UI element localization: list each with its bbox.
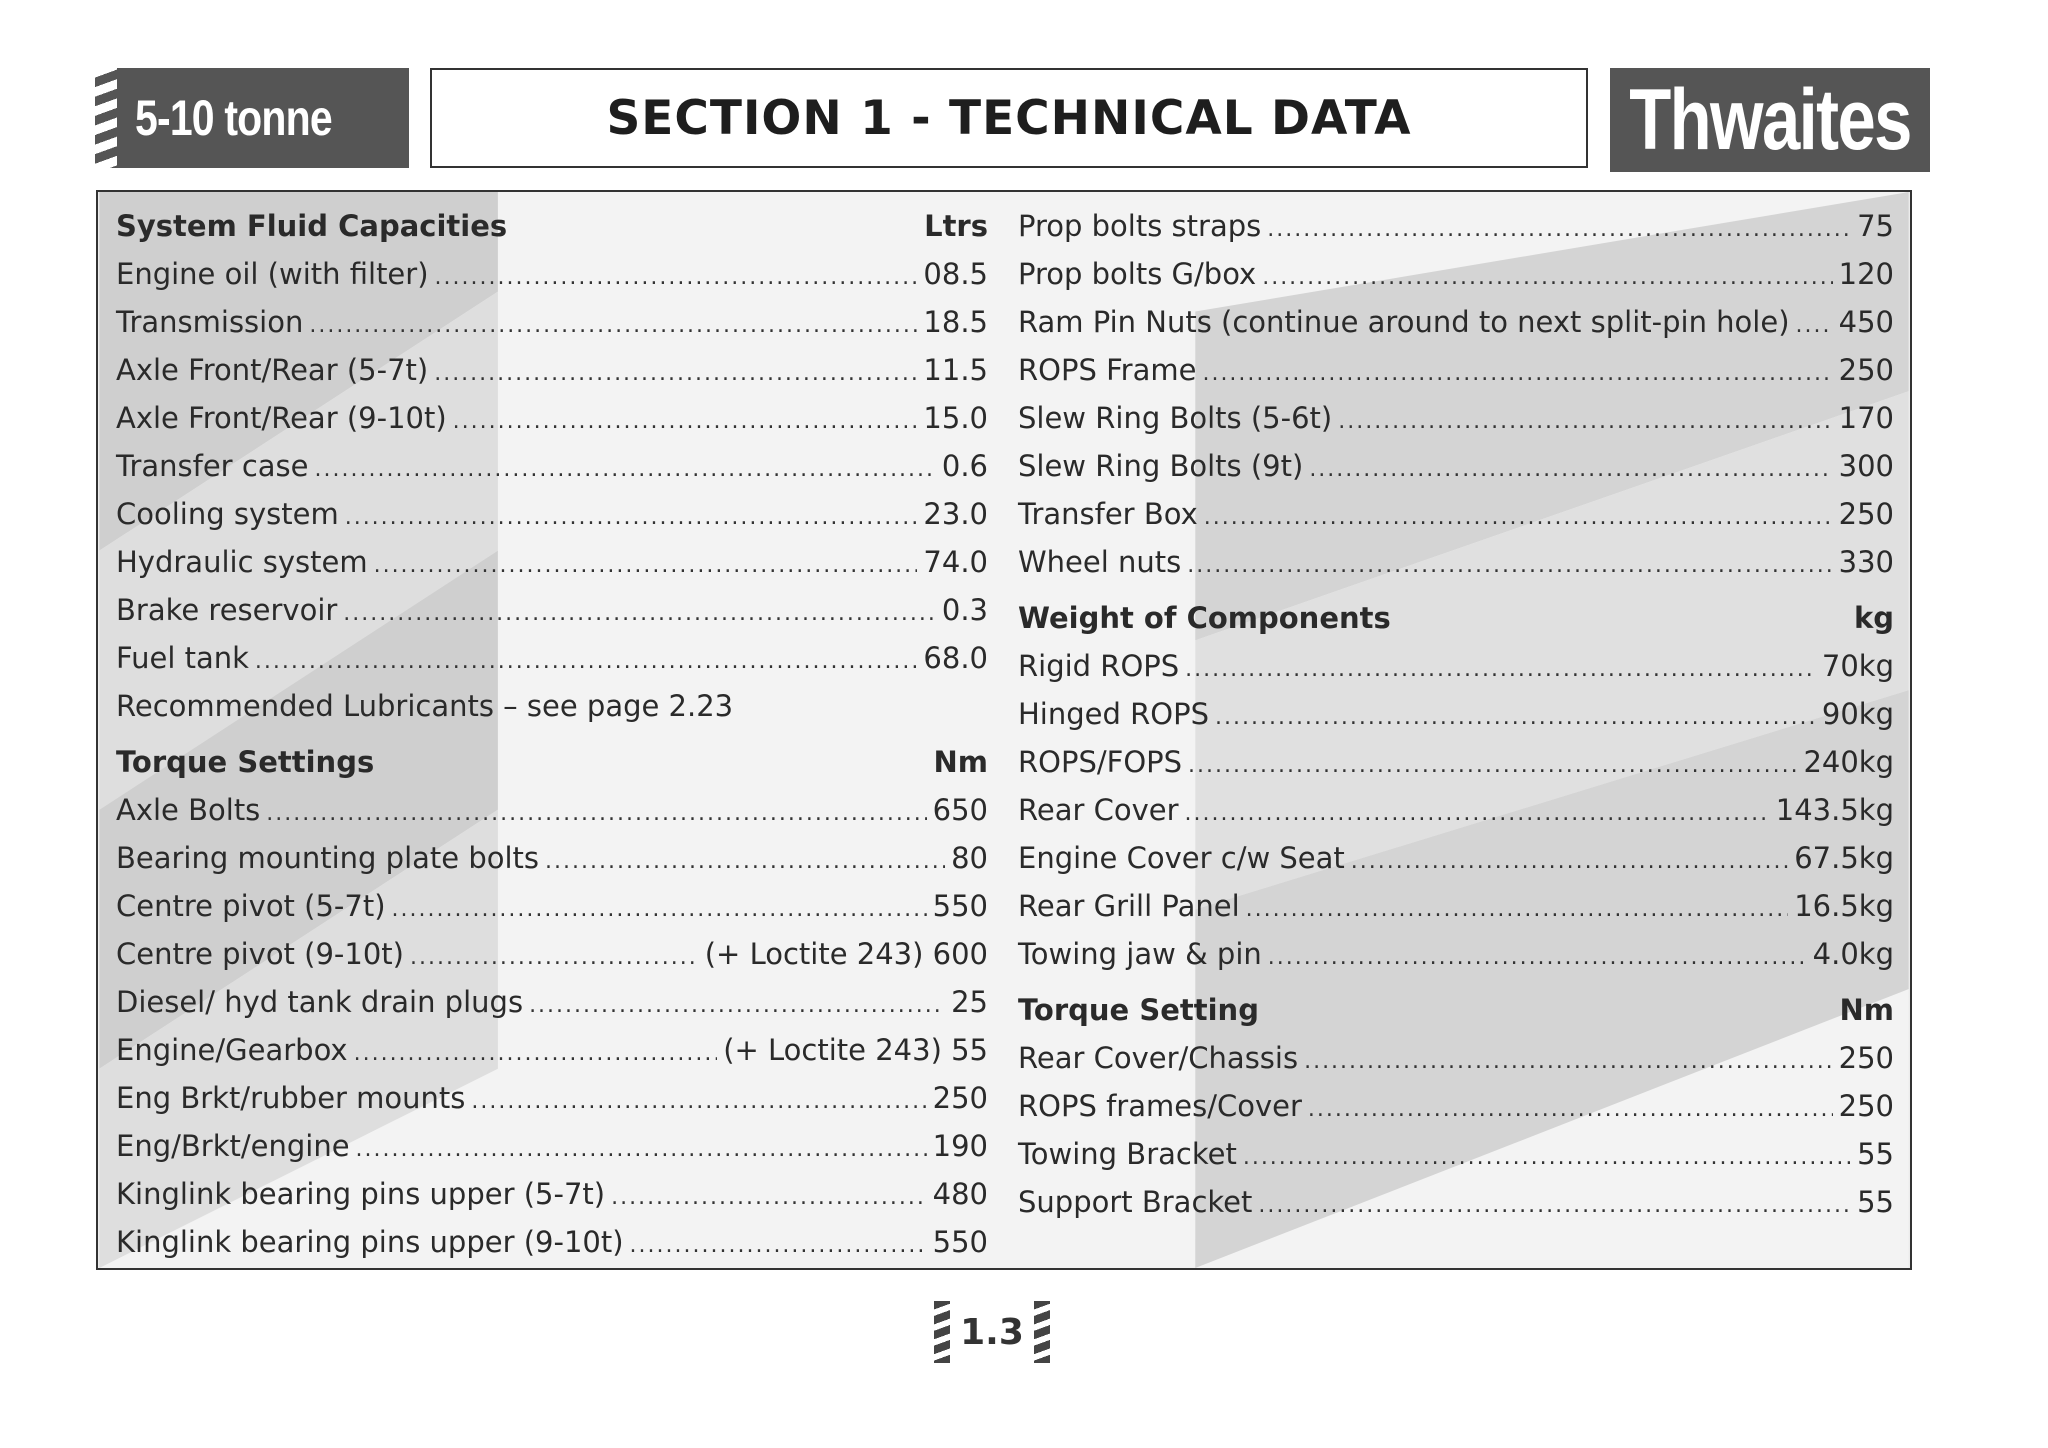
spec-label: ROPS frames/Cover	[1018, 1089, 1302, 1123]
spec-label: Rear Cover	[1018, 793, 1179, 827]
spec-label: Axle Front/Rear (9-10t)	[116, 401, 447, 435]
dot-leader	[345, 494, 918, 542]
spec-value: 550	[932, 889, 988, 923]
dot-leader	[1268, 934, 1807, 982]
dot-leader	[611, 1174, 927, 1222]
spec-row	[1018, 1178, 1894, 1226]
spec-row	[1018, 538, 1894, 586]
dot-leader	[392, 886, 927, 934]
spec-label: Towing Bracket	[1018, 1137, 1237, 1171]
spec-value: 250	[1838, 353, 1894, 387]
torque-setting-list	[1018, 1034, 1894, 1226]
spec-label: Engine/Gearbox	[116, 1033, 348, 1067]
spec-label: Cooling system	[116, 497, 339, 531]
weight-components-list	[1018, 642, 1894, 978]
spec-label: Eng/Brkt/engine	[116, 1129, 350, 1163]
dot-leader	[315, 446, 936, 494]
spec-value: 4.0kg	[1812, 937, 1894, 971]
spec-label: ROPS Frame	[1018, 353, 1197, 387]
dot-leader	[1351, 838, 1788, 886]
spec-row	[1018, 442, 1894, 490]
dot-leader	[1243, 1134, 1851, 1182]
spec-value: 190	[932, 1129, 988, 1163]
stripe-decoration	[934, 1301, 950, 1363]
spec-label: Wheel nuts	[1018, 545, 1182, 579]
spec-value: 18.5	[923, 305, 988, 339]
spec-value: (+ Loctite 243) 600	[704, 937, 988, 971]
spec-value: 450	[1838, 305, 1894, 339]
torque-settings-list	[116, 786, 988, 1266]
dot-leader	[1267, 206, 1851, 254]
stripe-decoration	[1034, 1301, 1050, 1363]
spec-row	[1018, 1082, 1894, 1130]
unit-label: Nm	[933, 745, 988, 779]
spec-value: 25	[951, 985, 988, 1019]
spec-row	[1018, 834, 1894, 882]
spec-row	[1018, 298, 1894, 346]
dot-leader	[1308, 1086, 1833, 1134]
spec-value: 330	[1838, 545, 1894, 579]
spec-row	[116, 394, 988, 442]
spec-label: Axle Front/Rear (5-7t)	[116, 353, 429, 387]
dot-leader	[1204, 494, 1833, 542]
spec-row	[1018, 786, 1894, 834]
spec-row	[116, 786, 988, 834]
spec-row	[116, 1170, 988, 1218]
dot-leader	[1338, 398, 1832, 446]
spec-row	[116, 882, 988, 930]
spec-label: Rigid ROPS	[1018, 649, 1180, 683]
spec-value: (+ Loctite 243) 55	[723, 1033, 988, 1067]
spec-value: 68.0	[923, 641, 988, 675]
dot-leader	[343, 590, 936, 638]
spec-label: Towing jaw & pin	[1018, 937, 1262, 971]
dot-leader	[1262, 254, 1832, 302]
dot-leader	[630, 1222, 927, 1270]
section-heading: Torque Setting	[1018, 993, 1259, 1027]
technical-data-panel	[96, 190, 1912, 1270]
spec-value: 70kg	[1821, 649, 1894, 683]
spec-row	[116, 634, 988, 682]
dot-leader	[435, 254, 918, 302]
spec-row	[1018, 250, 1894, 298]
unit-label: Nm	[1839, 993, 1894, 1027]
section-title: SECTION 1 - TECHNICAL DATA	[430, 68, 1588, 168]
fluid-capacities-heading	[116, 202, 988, 250]
dot-leader	[471, 1078, 926, 1126]
torque-setting-heading	[1018, 986, 1894, 1034]
page-number: 1.3	[960, 1311, 1024, 1353]
unit-label: Ltrs	[924, 209, 988, 243]
dot-leader	[255, 638, 918, 686]
spec-value: 650	[932, 793, 988, 827]
dot-leader	[1188, 742, 1797, 790]
spec-row	[116, 1026, 988, 1074]
spec-label: Prop bolts straps	[1018, 209, 1262, 243]
dot-leader	[1185, 790, 1770, 838]
spec-value: 250	[932, 1081, 988, 1115]
spec-label: Prop bolts G/box	[1018, 257, 1257, 291]
unit-label: kg	[1853, 601, 1894, 635]
section-heading: System Fluid Capacities	[116, 209, 508, 243]
dot-leader	[1185, 646, 1816, 694]
section-heading: Weight of Components	[1018, 601, 1391, 635]
spec-value: 67.5kg	[1794, 841, 1894, 875]
spec-value: 80	[951, 841, 988, 875]
spec-row	[116, 250, 988, 298]
dot-leader	[545, 838, 945, 886]
spec-value: 0.3	[941, 593, 988, 627]
spec-row	[116, 298, 988, 346]
dot-leader	[1309, 446, 1832, 494]
spec-label: Axle Bolts	[116, 793, 261, 827]
spec-row	[1018, 738, 1894, 786]
dot-leader	[434, 350, 917, 398]
range-label: 5-10 tonne	[135, 90, 332, 146]
spec-value: 240kg	[1803, 745, 1894, 779]
spec-value: 300	[1838, 449, 1894, 483]
spec-label: Kinglink bearing pins upper (9-10t)	[116, 1225, 624, 1259]
spec-row	[116, 586, 988, 634]
spec-label: Diesel/ hyd tank drain plugs	[116, 985, 524, 1019]
note-text: Recommended Lubricants – see page 2.23	[116, 689, 734, 723]
spec-row	[116, 1218, 988, 1266]
dot-leader	[410, 934, 699, 982]
spec-row	[1018, 1034, 1894, 1082]
spec-label: Rear Grill Panel	[1018, 889, 1240, 923]
spec-row	[1018, 1130, 1894, 1178]
spec-value: 250	[1838, 497, 1894, 531]
dot-leader	[1258, 1182, 1851, 1230]
spec-label: Kinglink bearing pins upper (5-7t)	[116, 1177, 606, 1211]
lubricants-note	[116, 682, 988, 730]
spec-row	[1018, 690, 1894, 738]
spec-row	[1018, 202, 1894, 250]
spec-label: Transfer Box	[1018, 497, 1198, 531]
right-column	[1018, 202, 1894, 1226]
spec-row	[1018, 346, 1894, 394]
spec-row	[116, 1074, 988, 1122]
spec-value: 23.0	[923, 497, 988, 531]
spec-value: 74.0	[923, 545, 988, 579]
torque-settings-continued-list	[1018, 202, 1894, 586]
dot-leader	[453, 398, 918, 446]
brand-name: Thwaites	[1629, 71, 1911, 168]
spec-label: Brake reservoir	[116, 593, 338, 627]
spec-value: 250	[1838, 1041, 1894, 1075]
dot-leader	[529, 982, 945, 1030]
spec-label: Fuel tank	[116, 641, 249, 675]
spec-row	[1018, 490, 1894, 538]
spec-value: 0.6	[941, 449, 988, 483]
dot-leader	[374, 542, 918, 590]
spec-label: Support Bracket	[1018, 1185, 1253, 1219]
fluid-capacities-list	[116, 250, 988, 682]
spec-row	[116, 346, 988, 394]
spec-label: Slew Ring Bolts (9t)	[1018, 449, 1304, 483]
spec-label: Slew Ring Bolts (5-6t)	[1018, 401, 1333, 435]
dot-leader	[1187, 542, 1832, 590]
spec-label: Ram Pin Nuts (continue around to next split-pin hole)	[1018, 305, 1790, 339]
spec-label: Engine Cover c/w Seat	[1018, 841, 1345, 875]
spec-value: 55	[1857, 1137, 1894, 1171]
spec-row	[116, 978, 988, 1026]
spec-label: Rear Cover/Chassis	[1018, 1041, 1299, 1075]
spec-label: Engine oil (with filter)	[116, 257, 429, 291]
torque-settings-heading	[116, 738, 988, 786]
weight-components-heading	[1018, 594, 1894, 642]
spec-row	[116, 930, 988, 978]
spec-row	[1018, 642, 1894, 690]
stripe-decoration	[95, 68, 117, 168]
spec-label: Transfer case	[116, 449, 309, 483]
spec-value: 90kg	[1821, 697, 1894, 731]
section-heading: Torque Settings	[116, 745, 375, 779]
spec-row	[1018, 394, 1894, 442]
spec-row	[1018, 882, 1894, 930]
spec-label: Hydraulic system	[116, 545, 368, 579]
left-column	[116, 202, 988, 1266]
spec-row	[116, 834, 988, 882]
dot-leader	[1246, 886, 1789, 934]
spec-label: Transmission	[116, 305, 304, 339]
spec-value: 08.5	[923, 257, 988, 291]
spec-row	[116, 442, 988, 490]
dot-leader	[266, 790, 926, 838]
spec-value: 55	[1857, 1185, 1894, 1219]
spec-value: 550	[932, 1225, 988, 1259]
spec-value: 75	[1857, 209, 1894, 243]
spec-value: 143.5kg	[1775, 793, 1894, 827]
spec-value: 170	[1838, 401, 1894, 435]
dot-leader	[1304, 1038, 1833, 1086]
spec-label: Bearing mounting plate bolts	[116, 841, 540, 875]
dot-leader	[1215, 694, 1816, 742]
dot-leader	[1202, 350, 1832, 398]
spec-value: 480	[932, 1177, 988, 1211]
range-badge	[95, 68, 409, 168]
spec-row	[116, 538, 988, 586]
spec-label: Centre pivot (9-10t)	[116, 937, 404, 971]
spec-row	[1018, 930, 1894, 978]
page-number-badge	[934, 1300, 1050, 1364]
spec-label: Eng Brkt/rubber mounts	[116, 1081, 466, 1115]
spec-label: Hinged ROPS	[1018, 697, 1209, 731]
spec-row	[116, 1122, 988, 1170]
dot-leader	[356, 1126, 927, 1174]
spec-value: 250	[1838, 1089, 1894, 1123]
dot-leader	[1796, 302, 1833, 350]
brand-logo	[1610, 68, 1930, 172]
spec-value: 11.5	[923, 353, 988, 387]
spec-value: 15.0	[923, 401, 988, 435]
dot-leader	[309, 302, 917, 350]
spec-label: Centre pivot (5-7t)	[116, 889, 386, 923]
dot-leader	[354, 1030, 718, 1078]
spec-label: ROPS/FOPS	[1018, 745, 1183, 779]
spec-value: 16.5kg	[1794, 889, 1894, 923]
spec-value: 120	[1838, 257, 1894, 291]
spec-row	[116, 490, 988, 538]
